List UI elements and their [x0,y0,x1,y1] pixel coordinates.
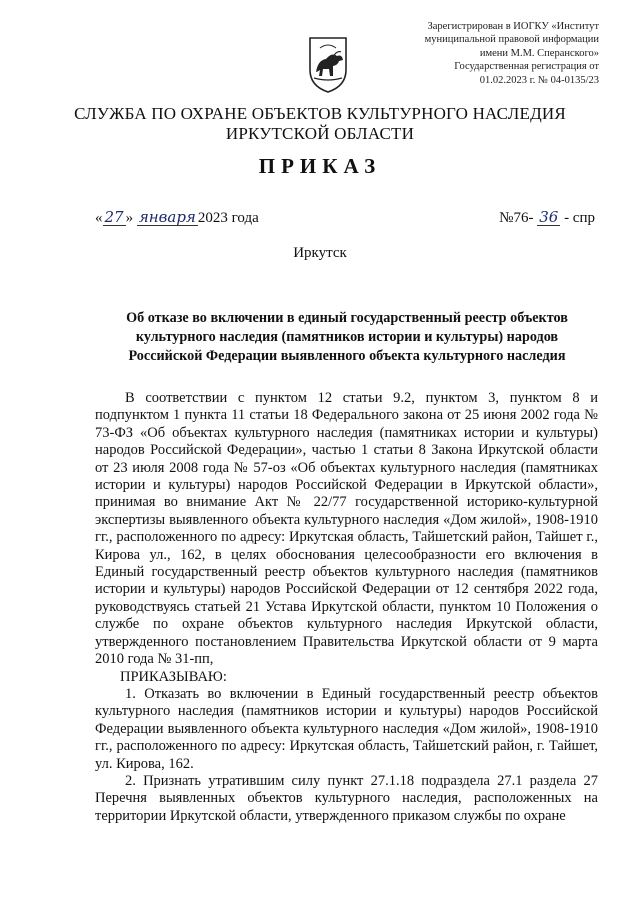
registration-line: Зарегистрирован в ИОГКУ «Институт [427,21,599,32]
order-heading: Об отказе во включении в единый государственный реестр объектов культурного наследия (памятников истории и культуры) народов Российской Федерации выявленного объекта культурного наследия [126,310,568,364]
city-name: Иркутск [293,245,347,261]
agency-name-line-1: СЛУЖБА ПО ОХРАНЕ ОБЪЕКТОВ КУЛЬТУРНОГО НАСЛЕДИЯ [74,104,566,123]
agency-name [0,104,640,144]
date-close-quote: » [125,210,134,226]
irkutsk-coat-of-arms-icon [306,32,350,94]
date-year: 2023 года [197,210,259,226]
registration-stamp [359,20,599,87]
order-date [95,209,259,227]
order-number-suffix: - спр [564,210,595,226]
order-body [95,390,598,825]
registration-line: Государственная регистрация от [454,61,599,73]
registration-line: муниципальной правовой информации [424,34,599,46]
handwritten-month: января [138,208,196,226]
document-title: ПРИКАЗ [258,154,382,178]
registration-line: имени М.М. Сперанского» [479,47,599,59]
date-open-quote: « [95,210,103,226]
order-number-prefix: №76- [499,210,534,226]
registration-line: 01.02.2023 г. № 04-0135/23 [479,74,599,86]
command-word: ПРИКАЗЫВАЮ: [120,668,227,685]
order-item-2: 2. Признать утратившим силу пункт 27.1.18 подраздела 27.1 раздела 27 Перечня выявленных объектов культурного наследия, расположенных на территории Иркутской области, утвержденного приказом службы по охране [95,772,598,824]
preamble-paragraph: В соответствии с пунктом 12 статьи 9.2, пунктом 3, пунктом 8 и подпунктом 1 пункта 11 статьи 18 Федерального закона от 25 июня 2002 года № 73-ФЗ «Об объектах культурного наследия (памятниках истории и культуры) народов Российской Федерации», частью 1 статьи 8 Закона Иркутской области от 23 июля 2008 года № 57-оз «Об объектах культурного наследия (памятниках истории и культуры) народов Российской Федерации в Иркутской области», принимая во внимание Акт № 22/77 государственной историко-культурной экспертизы выявленного объекта культурного наследия «Дом жилой», 1908-1910 гг., расположенного по адресу: Иркутская область, Тайшетский район, Тайшет г., Кирова ул., 162, в целях обоснования целесообразности его включения в Единый государственный реестр объектов культурного наследия (памятников истории и культуры) народов Российской Федерации от 12 сентября 2022 года, руководствуясь статьей 21 Устава Иркутской области, пунктом 10 Положения о службе по охране объектов культурного наследия Иркутской области, утвержденного постановлением Правительства Иркутской области от 9 марта 2010 года № 31-пп, [95,390,598,668]
order-number [499,209,595,227]
handwritten-number: 36 [539,208,559,226]
order-item-1: 1. Отказать во включении в Единый государственный реестр объектов культурного наследия (памятников истории и культуры) народов Российской Федерации выявленного объекта культурного наследия «Дом жилой», 1908-1910 гг., расположенного по адресу: Иркутская область, Тайшетский район, г. Тайшет, ул. Кирова, 162. [95,685,598,772]
agency-name-line-2: ИРКУТСКОЙ ОБЛАСТИ [225,124,415,143]
handwritten-day: 27 [104,208,124,226]
